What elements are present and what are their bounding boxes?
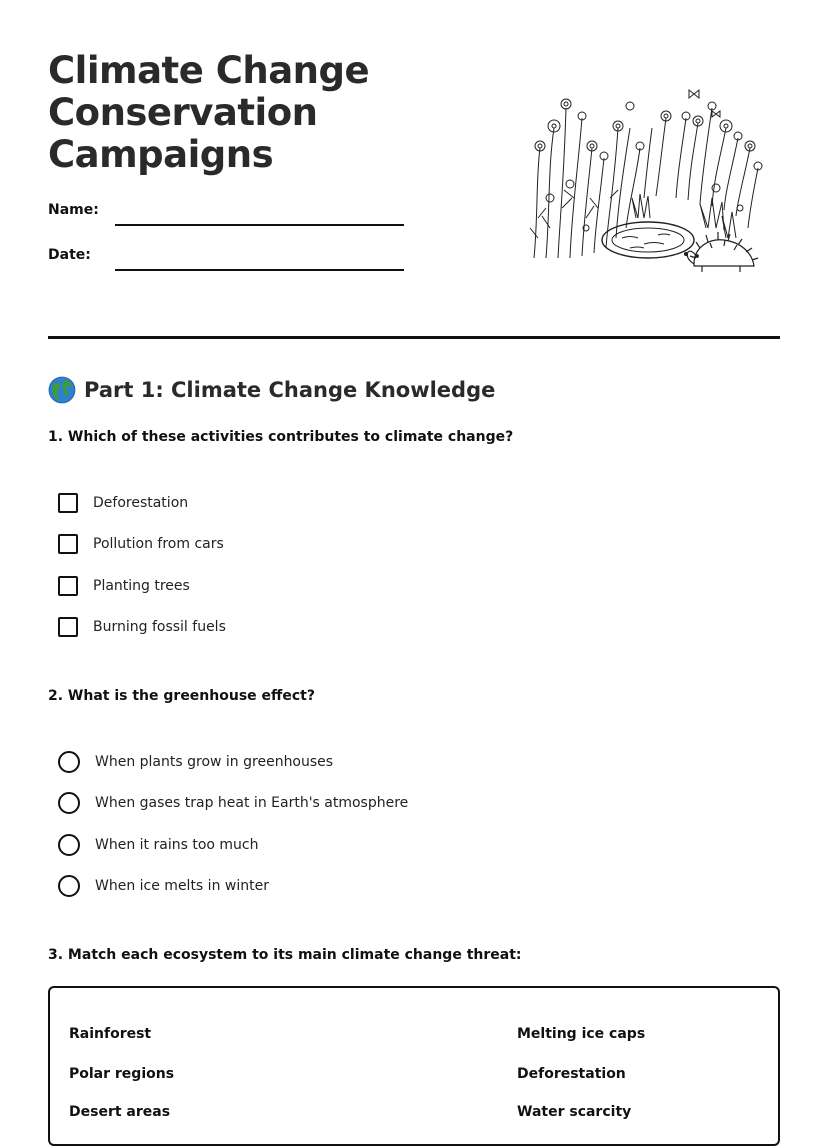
option-label: When plants grow in greenhouses (95, 754, 334, 770)
q2-option[interactable] (58, 791, 408, 815)
question-1: 1. Which of these activities contributes to climate change? (48, 429, 514, 445)
globe-icon (48, 376, 76, 404)
question-3: 3. Match each ecosystem to its main climate change threat: (48, 947, 522, 963)
ecosystem-item[interactable]: Polar regions (69, 1066, 175, 1082)
name-line[interactable] (115, 224, 404, 226)
radio-button[interactable] (58, 792, 80, 814)
name-label: Name: (48, 202, 99, 218)
option-label: Burning fossil fuels (93, 619, 226, 635)
q2-option[interactable] (58, 833, 258, 857)
radio-button[interactable] (58, 751, 80, 773)
title-line: Climate Change (48, 49, 370, 92)
q2-option[interactable] (58, 874, 269, 898)
part1-heading-text: Part 1: Climate Change Knowledge (84, 378, 496, 402)
q1-option[interactable] (58, 615, 226, 639)
worksheet-title (48, 50, 468, 176)
threat-item[interactable]: Deforestation (517, 1066, 626, 1082)
q1-option[interactable] (58, 532, 224, 556)
checkbox[interactable] (58, 576, 78, 596)
matching-box (48, 986, 780, 1146)
q1-option[interactable] (58, 491, 188, 515)
option-label: When ice melts in winter (95, 878, 269, 894)
garden-pond-hedgehog-illustration (526, 88, 766, 284)
option-label: When gases trap heat in Earth's atmosphere (95, 795, 409, 811)
worksheet-page (48, 0, 780, 1118)
radio-button[interactable] (58, 875, 80, 897)
ecosystem-item[interactable]: Rainforest (69, 1026, 152, 1042)
option-label: When it rains too much (95, 837, 259, 853)
checkbox[interactable] (58, 617, 78, 637)
title-line: Campaigns (48, 133, 274, 176)
threat-item[interactable]: Melting ice caps (517, 1026, 646, 1042)
section-divider (48, 336, 780, 339)
q1-option[interactable] (58, 574, 190, 598)
option-label: Planting trees (93, 578, 190, 594)
question-2: 2. What is the greenhouse effect? (48, 688, 315, 704)
option-label: Pollution from cars (93, 536, 224, 552)
title-line: Conservation (48, 91, 318, 134)
q2-option[interactable] (58, 750, 333, 774)
checkbox[interactable] (58, 534, 78, 554)
date-label: Date: (48, 247, 91, 263)
name-field[interactable] (48, 202, 408, 226)
part1-heading (48, 374, 495, 406)
date-field[interactable] (48, 247, 408, 271)
threat-item[interactable]: Water scarcity (517, 1104, 632, 1120)
date-line[interactable] (115, 269, 404, 271)
ecosystem-item[interactable]: Desert areas (69, 1104, 171, 1120)
radio-button[interactable] (58, 834, 80, 856)
option-label: Deforestation (93, 495, 189, 511)
checkbox[interactable] (58, 493, 78, 513)
